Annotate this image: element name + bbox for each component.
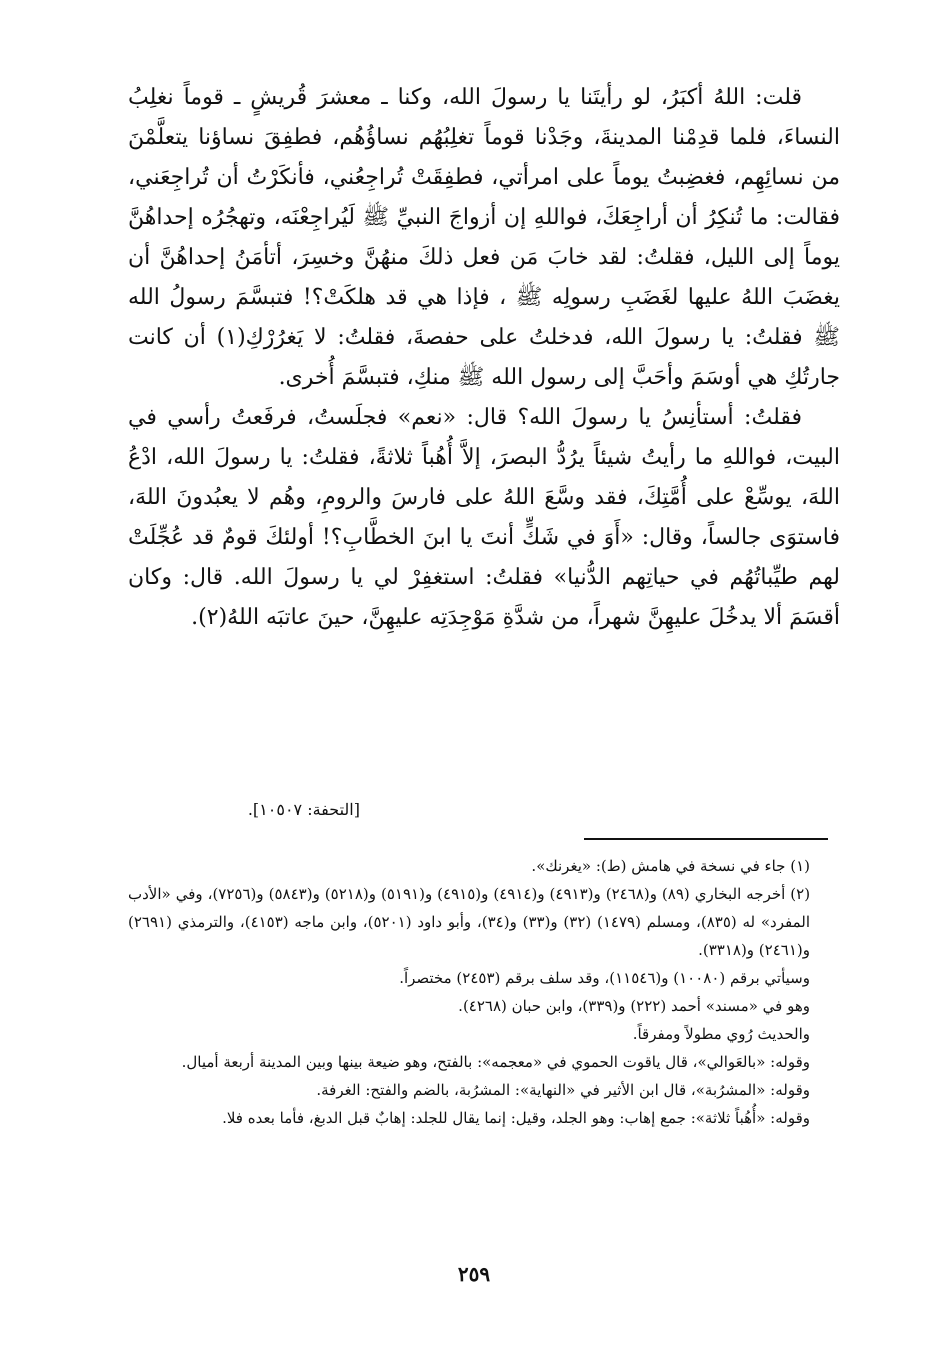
footnote-2-musnad: وهو في «مسند» أحمد (٢٢٢) و(٣٣٩)، وابن حبان (٤٢٦٨). <box>458 997 810 1015</box>
tuhfa-citation: [التحفة: ١٠٥٠٧]. <box>247 800 360 819</box>
footnote-1: (١) جاء في نسخة في هامش (ط): «يغرنك». <box>531 857 810 875</box>
main-text-body <box>128 78 840 638</box>
footnotes-section <box>128 852 840 1132</box>
page-number: ٢٥٩ <box>457 1262 491 1286</box>
footnote-separator <box>584 838 828 840</box>
footnote-2-uhub: وقوله: «أُهُباً ثلاثة»: جمع إهاب: وهو الجلد، وقيل: إنما يقال للجلد: إهابٌ قبل الدبغ، فأما بعده فلا. <box>222 1109 810 1127</box>
footnote-2-next: وسيأتي برقم (١٠٠٨٠) و(١١٥٤٦)، وقد سلف برقم (٢٤٥٣) مختصراً. <box>399 969 810 987</box>
main-paragraph-1: قلت: اللهُ أكبَرُ، لو رأيتَنا يا رسولَ الله، وكنا ـ معشرَ قُريشٍ ـ قوماً نغلِبُ النساءَ، فلما قدِمْنا المدينةَ، وجَدْنا قوماً تغلِبُهُم نساؤُهُم، فطفِقَ نساؤنا يتعلَّمْنَ من نسائِهِم، فغضِبتُ يوماً على امرأتي، فطفِقَتْ تُراجِعُني، فأنكَرْتُ أن تُراجِعَني، فقالت: ما تُنكِرُ أن أراجِعَكَ، فواللهِ إن أزواجَ النبيِّ ﷺ لَيُراجِعْنَه، وتهجُرُه إحداهُنَّ يوماً إلى الليل، فقلتُ: لقد خابَ مَن فعل ذلكَ منهُنَّ وخسِرَ، أتأمَنُ إحداهُنَّ أن يغضَبَ اللهُ عليها لغَضَبِ رسولِه ﷺ ، فإذا هي قد هلكَتْ؟! فتبسَّمَ رسولُ الله ﷺ فقلتُ: يا رسولَ الله، فدخلتُ على حفصةَ، فقلتُ: لا يَغرُرْكِ(١) أن كانت جارتُكِ هي أوسَمَ وأحَبَّ إلى رسول الله ﷺ منكِ، فتبسَّمَ أُخرى. <box>128 85 840 390</box>
footnote-2-awali: وقوله: «بالعَوالي»، قال ياقوت الحموي في «معجمه»: بالفتح، وهو ضيعة بينها وبين المدينة أربعة أميال. <box>181 1053 810 1071</box>
footnote-2: (٢) أخرجه البخاري (٨٩) و(٢٤٦٨) و(٤٩١٣) و(٤٩١٤) و(٤٩١٥) و(٥١٩١) و(٥٢١٨) و(٥٨٤٣) و(٧٢٥٦)، وفي «الأدب المفرد» له (٨٣٥)، ومسلم (١٤٧٩) (٣٢) و(٣٣) و(٣٤)، وأبو داود (٥٢٠١)، وابن ماجه (٤١٥٣)، والترمذي (٢٦٩١) و(٢٤٦١) و(٣٣١٨). <box>128 885 811 959</box>
footnote-2-mashruba: وقوله: «المشرُبة»، قال ابن الأثير في «النهاية»: المشرُبة، بالضم والفتح: الغرفة. <box>316 1081 810 1099</box>
footnote-2-hadith: والحديث رُوي مطولاً ومفرقاً. <box>632 1025 810 1043</box>
main-paragraph-2: فقلتُ: أستأنِسُ يا رسولَ الله؟ قال: «نعم» فجلَستُ، فرفَعتُ رأسي في البيت، فواللهِ ما رأيتُ شيئاً يرُدُّ البصرَ، إلاَّ أُهُباً ثلاثةً، فقلتُ: يا رسولَ الله، ادْعُ اللهَ، يوسِّعْ على أُمَّتِكَ، فقد وسَّعَ اللهُ على فارسَ والرومِ، وهُم لا يعبُدونَ اللهَ، فاستوَى جالساً، وقال: «أَوَ في شَكٍّ أنتَ يا ابنَ الخطَّابِ؟! أولئكَ قومٌ قد عُجِّلَتْ لهم طيِّباتُهُم في حياتِهم الدُّنيا» فقلتُ: استغفِرْ لي يا رسولَ الله. قال: وكان أقسَمَ ألا يدخُلَ عليهِنَّ شهراً، من شدَّةِ مَوْجِدَتِه عليهِنَّ، حينَ عاتبَه اللهُ(٢). <box>128 405 841 630</box>
